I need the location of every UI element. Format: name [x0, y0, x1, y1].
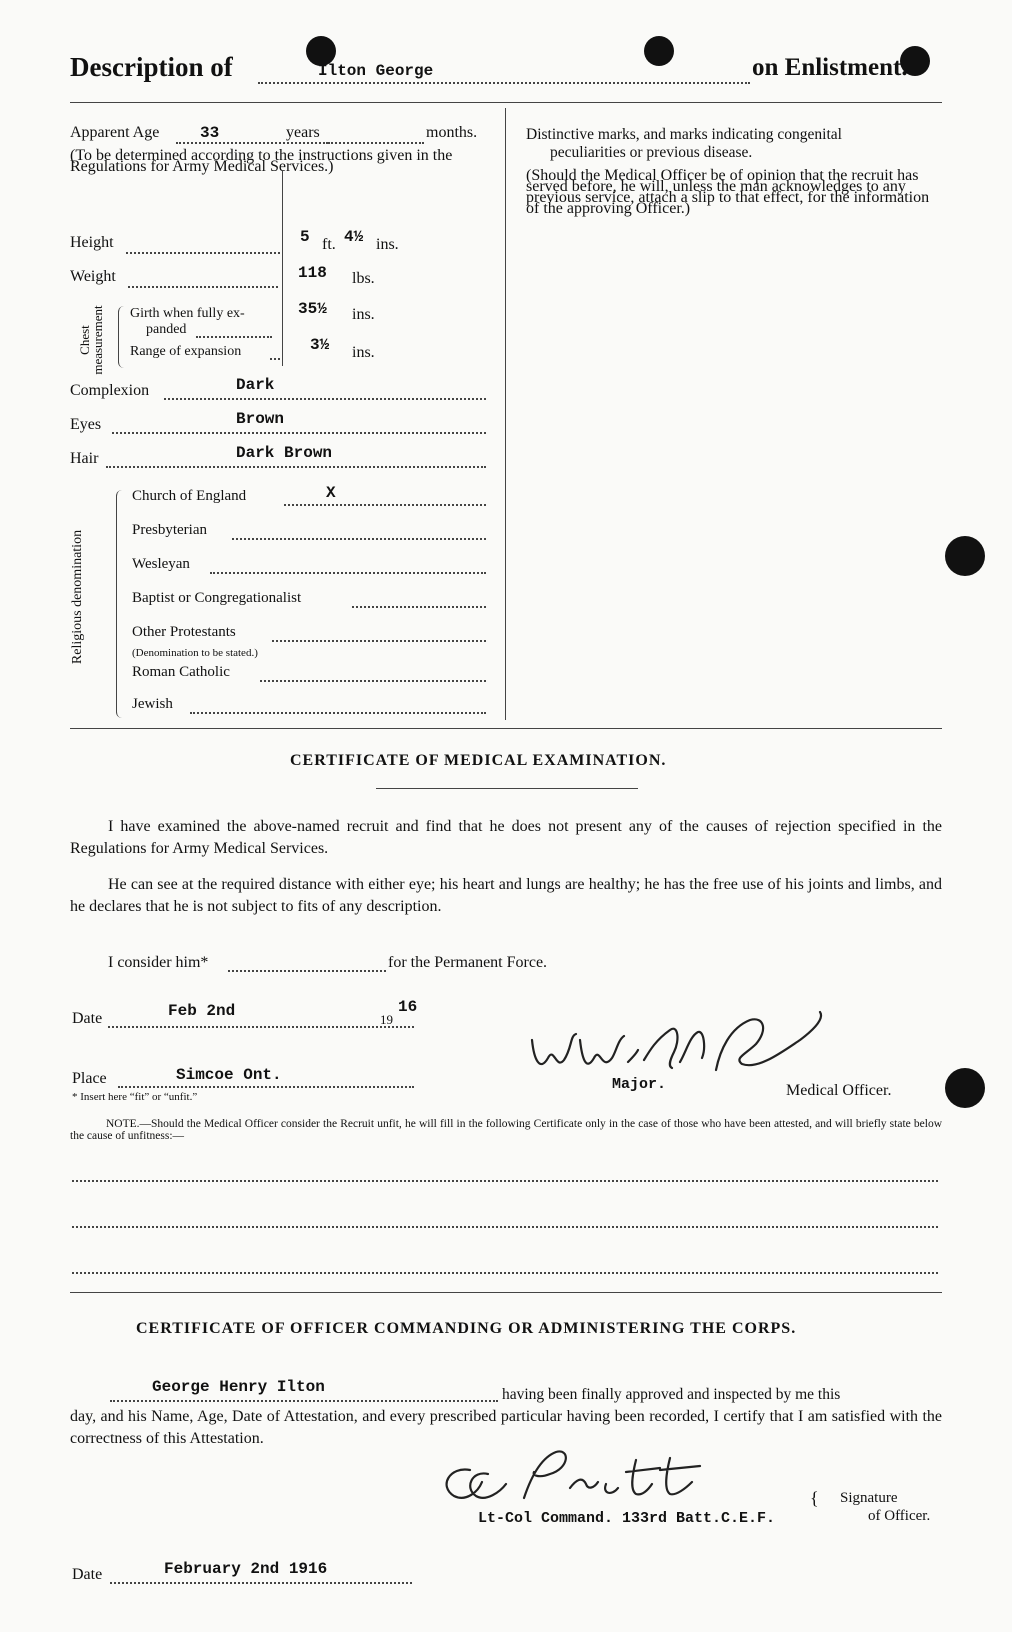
marks-heading-2: peculiarities or previous disease.	[550, 144, 753, 161]
complexion-label: Complexion	[70, 382, 150, 399]
medical-paragraph-1: I have examined the above-named recruit and find that he does not present any of the causes of rejection specified in the Regulations for Army Medical Services.	[70, 818, 942, 857]
page-title-left: Description of	[70, 52, 233, 82]
other-protestants-label: Other Protestants	[132, 624, 236, 640]
height-feet-value: 5	[300, 228, 310, 246]
unfit-reason-line	[72, 1226, 938, 1228]
signature-label-2: of Officer.	[868, 1508, 931, 1524]
enlistee-name: Ilton George	[318, 62, 434, 80]
height-inches-value: 4½	[344, 228, 364, 246]
baptist-label: Baptist or Congregationalist	[132, 590, 302, 606]
year-prefix: 19	[380, 1012, 393, 1027]
commanding-certificate-heading: CERTIFICATE OF OFFICER COMMANDING OR ADMINISTERING THE CORPS.	[136, 1320, 797, 1337]
range-inches-label: ins.	[352, 344, 375, 361]
medical-paragraph-2: He can see at the required distance with either eye; his heart and lungs are healthy; he has the free use of his joints and limbs, and he declares that he is not subject to fits of any description.	[70, 876, 942, 915]
roman-catholic-label: Roman Catholic	[132, 664, 230, 680]
feet-label: ft.	[322, 236, 336, 253]
unfit-note: NOTE.—Should the Medical Officer consider the Recruit unfit, he will fill in the following Certificate only in the case of those who have been attested, and will briefly state below the cause of unfitness:—	[70, 1118, 942, 1142]
church-of-england-mark: X	[326, 484, 336, 502]
medical-date-label: Date	[72, 1010, 103, 1027]
pounds-label: lbs.	[352, 270, 375, 287]
wesleyan-label: Wesleyan	[132, 556, 190, 572]
hair-value: Dark Brown	[236, 444, 333, 462]
presbyterian-label: Presbyterian	[132, 522, 207, 538]
eyes-value: Brown	[236, 410, 285, 428]
commanding-para-start: having been finally approved and inspected by me this	[502, 1386, 841, 1403]
complexion-value: Dark	[236, 376, 275, 394]
punch-hole	[945, 536, 985, 576]
marks-note: (Should the Medical Officer be of opinion that the recruit has served before, he will, unless the man acknowledges to any previous service, attach a slip to that effect, for the information of the approving Officer.)	[526, 167, 930, 217]
unfit-reason-line	[72, 1272, 938, 1274]
commanding-date-label: Date	[72, 1566, 103, 1583]
weight-value: 118	[298, 264, 327, 282]
girth-inches-label: ins.	[352, 306, 375, 323]
commanding-paragraph: day, and his Name, Age, Date of Attestation, and every prescribed particular having been recorded, I certify that I am satisfied with the correctness of this Attestation.	[70, 1408, 942, 1447]
commanding-officer-signature	[430, 1444, 750, 1508]
insert-note: * Insert here “fit” or “unfit.”	[72, 1091, 198, 1103]
marks-heading-1: Distinctive marks, and marks indicating congenital	[526, 126, 842, 143]
medical-date-value: Feb 2nd	[168, 1002, 236, 1020]
age-value: 33	[200, 124, 220, 142]
range-label: Range of expansion	[130, 344, 242, 359]
range-value: 3½	[310, 336, 330, 354]
jewish-label: Jewish	[132, 696, 173, 712]
punch-hole	[945, 1068, 985, 1108]
place-value: Simcoe Ont.	[176, 1066, 282, 1084]
commanding-date-value: February 2nd 1916	[164, 1560, 328, 1578]
years-label: years	[286, 124, 320, 141]
commanding-officer-title: Lt-Col Command. 133rd Batt.C.E.F.	[478, 1510, 776, 1527]
eyes-label: Eyes	[70, 416, 102, 433]
medical-officer-label: Medical Officer.	[786, 1082, 892, 1099]
signature-bracket: {	[810, 1488, 819, 1508]
medical-year-value: 16	[398, 998, 418, 1016]
commanding-recruit-name: George Henry Ilton	[152, 1378, 325, 1396]
girth-value: 35½	[298, 300, 327, 318]
medical-officer-rank: Major.	[612, 1076, 667, 1093]
medical-officer-signature	[520, 1000, 840, 1084]
page-title-right: on Enlistment.	[752, 54, 908, 81]
punch-hole	[644, 36, 674, 66]
signature-label-1: Signature	[840, 1490, 898, 1506]
inches-label: ins.	[376, 236, 399, 253]
weight-label: Weight	[70, 268, 116, 285]
age-note: (To be determined according to the instructions given in the Regulations for Army Medical Services.)	[70, 147, 453, 175]
hair-label: Hair	[70, 450, 99, 467]
consider-suffix: for the Permanent Force.	[388, 954, 548, 971]
girth-label-2: panded	[146, 322, 187, 337]
consider-label: I consider him*	[108, 954, 209, 971]
place-label: Place	[72, 1070, 107, 1087]
religious-denomination-label: Religious denomination	[70, 529, 85, 665]
medical-certificate-heading: CERTIFICATE OF MEDICAL EXAMINATION.	[290, 752, 667, 769]
girth-label-1: Girth when fully ex-	[130, 306, 245, 321]
church-of-england-label: Church of England	[132, 488, 247, 504]
unfit-reason-line	[72, 1180, 938, 1182]
height-label: Height	[70, 234, 114, 251]
other-protestants-note: (Denomination to be stated.)	[132, 647, 258, 659]
months-label: months.	[426, 124, 478, 141]
age-label: Apparent Age	[70, 124, 160, 141]
chest-measurement-label: Chest measurement	[77, 305, 105, 375]
